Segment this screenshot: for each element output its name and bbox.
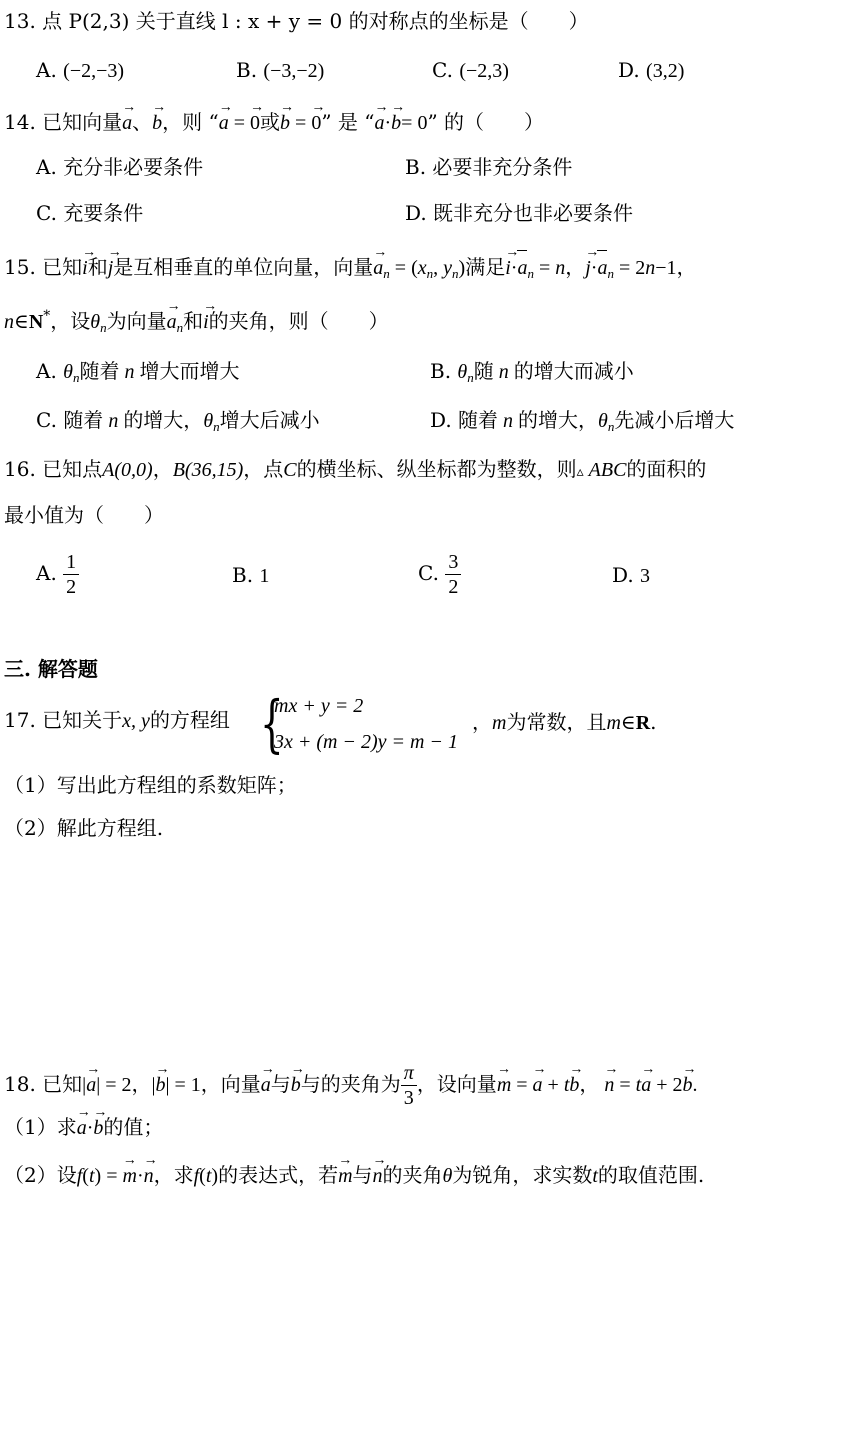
q13-number: 13. [4,9,36,33]
q16-stem-line1: 16. 已知点A(0,0)，B(36,15)，点C的横坐标、纵坐标都为整数，则▵ ABC的面积的 [4,457,707,481]
q14-option-c: C. 充要条件 [36,201,144,225]
q16-option-b: B. 1 [232,563,270,587]
q17-subquestion-2: （2）解此方程组. [4,816,164,840]
section-heading: 三. 解答题 [4,657,98,681]
q16-option-a: A. $\frac{1}{2}$ [36,550,79,599]
q15-stem-line1: 15. 已知→ i和→ j是互相垂直的单位向量，向量→ $a_n = (x_n$, $y_n$)满足→ $i\cdot a_n = n$，→ $j\cdot a_n = 2n-1$， [4,252,697,283]
fraction: $\frac{3}{2}$ [445,550,461,599]
q14-option-b: B. 必要非充分条件 [405,155,573,179]
q13-option-c: C. (−2,3) [432,58,509,82]
q13-option-d: D. (3,2) [618,58,685,82]
fraction: $\frac{1}{2}$ [63,550,79,599]
q18-stem: 18. 已知|→ a| = 2，|→ b| = 1，向量→ a与→ b与的夹角为 $\frac{\pi}{3}$ ，设向量→ m = → a + t→ b， → n = t→ a + 2→ b. [4,1061,698,1110]
q13-text: 点 P(2,3) 关于直线 l : x + y = 0 的对称点的坐标是（ ） [42,9,589,33]
q15-option-d: D. 随着 n 的增大，$\theta_n$先减小后增大 [430,408,735,434]
q14-option-d: D. 既非充分也非必要条件 [405,201,634,225]
q14-stem: 14. 已知向量→ a、→ b，则 “→ a = → 0或→ b = → 0” 是 “→ a·→ b= 0” 的（ ） [4,107,544,138]
q15-stem-line2: n∈N*，设$\theta_n$为向量→ $a_n$和→ i的夹角，则（ ） [4,306,389,337]
q17-stem-tail: ，m为常数，且m∈R. [472,710,657,734]
fraction-pi-over-3: $\frac{\pi}{3}$ [401,1061,417,1110]
q18-subquestion-1: （1）求→ a·→ b的值； [4,1112,163,1143]
q16-stem-line2: 最小值为（ ） [4,503,164,527]
q17-equation-1: mx + y = 2 [274,695,364,717]
q18-subquestion-2: （2）设f(t) = → m·→ n，求f(t)的表达式，若→ m与→ n的夹角θ为锐角，求实数t的取值范围. [4,1160,704,1191]
q13-stem [4,6,589,36]
q15-option-a: A. $\theta_n$随着 n 增大而增大 [36,359,240,385]
q17-stem: 17. 已知关于x, y的方程组 [4,708,230,732]
q16-option-d: D. 3 [612,563,651,587]
q15-option-b: B. $\theta_n$随 n 的增大而减小 [430,359,634,385]
q14-option-a: A. 充分非必要条件 [36,155,204,179]
q13-option-b: B. (−3,−2) [236,58,325,82]
q13-option-a: A. (−2,−3) [36,58,125,82]
q17-subquestion-1: （1）写出此方程组的系数矩阵； [4,773,297,797]
q15-option-c: C. 随着 n 的增大，$\theta_n$增大后减小 [36,408,320,434]
system-brace: { [260,687,284,760]
q16-option-c: C. $\frac{3}{2}$ [418,550,461,599]
q17-equation-2: 3x + (m − 2)y = m − 1 [274,731,458,753]
